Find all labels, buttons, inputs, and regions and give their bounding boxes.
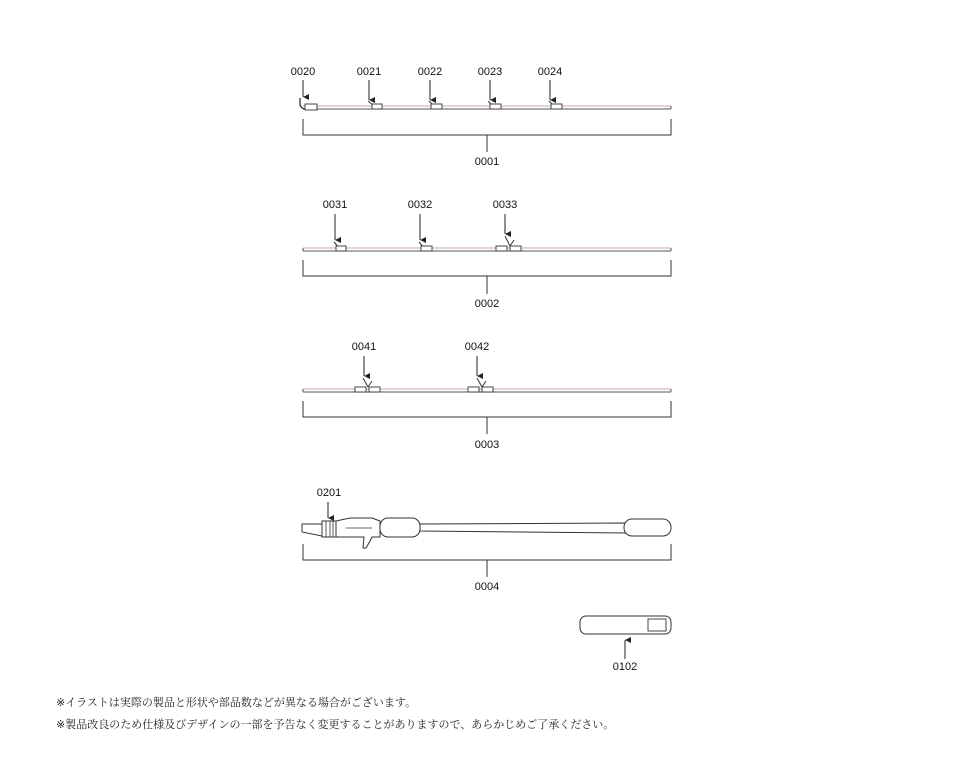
label-0004: 0004 bbox=[474, 581, 500, 593]
guide-0021 bbox=[368, 101, 382, 109]
label-0023: 0023 bbox=[477, 66, 503, 78]
guide-0032 bbox=[419, 242, 432, 251]
guide-0042 bbox=[468, 378, 493, 392]
rod-section-tip bbox=[300, 80, 671, 152]
label-0032: 0032 bbox=[407, 199, 433, 211]
rod-section-2 bbox=[303, 214, 671, 294]
label-0002: 0002 bbox=[474, 298, 500, 310]
rod-section-butt bbox=[302, 502, 671, 577]
label-0042: 0042 bbox=[464, 341, 490, 353]
guide-0031 bbox=[334, 242, 346, 251]
guide-0022 bbox=[429, 101, 442, 109]
note-illustration: ※イラストは実際の製品と形状や部品数などが異なる場合がございます。 bbox=[56, 696, 417, 709]
label-0041: 0041 bbox=[351, 341, 377, 353]
reel-seat-0201 bbox=[322, 521, 336, 537]
label-0020: 0020 bbox=[290, 66, 316, 78]
guide-0020 bbox=[300, 98, 317, 110]
label-0022: 0022 bbox=[417, 66, 443, 78]
guide-0033 bbox=[496, 236, 521, 251]
label-0024: 0024 bbox=[537, 66, 563, 78]
label-0102: 0102 bbox=[612, 661, 638, 673]
label-0201: 0201 bbox=[316, 487, 342, 499]
label-0001: 0001 bbox=[474, 156, 500, 168]
label-0003: 0003 bbox=[474, 439, 500, 451]
disclaimer-notes bbox=[56, 692, 614, 736]
guide-0023 bbox=[488, 101, 501, 109]
rod-case-0102 bbox=[580, 616, 671, 659]
label-0021: 0021 bbox=[356, 66, 382, 78]
label-0033: 0033 bbox=[492, 199, 518, 211]
guide-0041 bbox=[355, 378, 380, 392]
rod-section-3 bbox=[303, 356, 671, 434]
note-specification: ※製品改良のため仕様及びデザインの一部を予告なく変更することがありますので、あらかじめご了承ください。 bbox=[56, 718, 615, 731]
guide-0024 bbox=[549, 101, 562, 109]
label-0031: 0031 bbox=[322, 199, 348, 211]
